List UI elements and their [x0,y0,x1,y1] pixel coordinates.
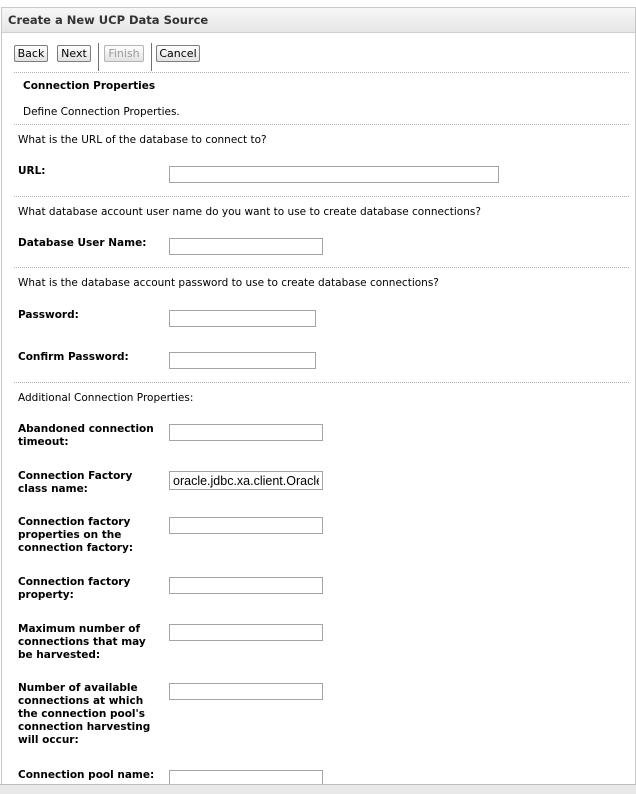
harvest-trigger-input[interactable] [169,683,323,700]
max-harvested-input[interactable] [169,624,323,641]
harvest-trigger-label: Number of available connections at which the connection pool's connection harvesting will occur: [18,682,151,746]
password-question: What is the database account password to use to create database connections? [18,277,439,289]
factory-properties-label: Connection factory properties on the connection factory: [18,516,134,554]
max-harvested-label: Maximum number of connections that may be harvested: [18,623,146,661]
url-label: URL: [18,165,46,177]
password-label: Password: [18,309,79,321]
section-title: Connection Properties [23,80,156,92]
divider [14,382,629,383]
password-input[interactable] [169,310,316,327]
factory-property-input[interactable] [169,577,323,594]
url-input[interactable] [169,166,499,183]
factory-property-label: Connection factory property: [18,576,131,601]
toolbar-separator [151,43,152,71]
confirm-password-input[interactable] [169,352,316,369]
divider [14,72,629,73]
section-description: Define Connection Properties. [23,106,180,118]
divider [14,267,629,268]
title-bar [2,8,635,33]
url-question: What is the URL of the database to connect to? [18,134,267,146]
pool-name-label: Connection pool name: [18,769,155,781]
factory-class-label: Connection Factory class name: [18,470,133,495]
back-button[interactable]: Back [14,45,48,62]
username-label: Database User Name: [18,237,147,249]
next-button[interactable]: Next [57,45,91,62]
finish-button[interactable]: Finish [104,45,144,62]
factory-class-input[interactable] [169,471,323,490]
divider [14,124,629,125]
wizard-panel [1,7,636,785]
window-title: Create a New UCP Data Source [8,13,209,27]
abandoned-timeout-label: Abandoned connection timeout: [18,423,154,448]
confirm-password-label: Confirm Password: [18,351,129,363]
divider [14,196,629,197]
abandoned-timeout-input[interactable] [169,424,323,441]
pool-name-input[interactable] [169,770,323,785]
username-input[interactable] [169,238,323,255]
factory-properties-input[interactable] [169,517,323,534]
toolbar-separator [98,43,99,71]
username-question: What database account user name do you want to use to create database connections? [18,206,481,218]
additional-heading: Additional Connection Properties: [18,392,194,404]
cancel-button[interactable]: Cancel [156,45,200,62]
